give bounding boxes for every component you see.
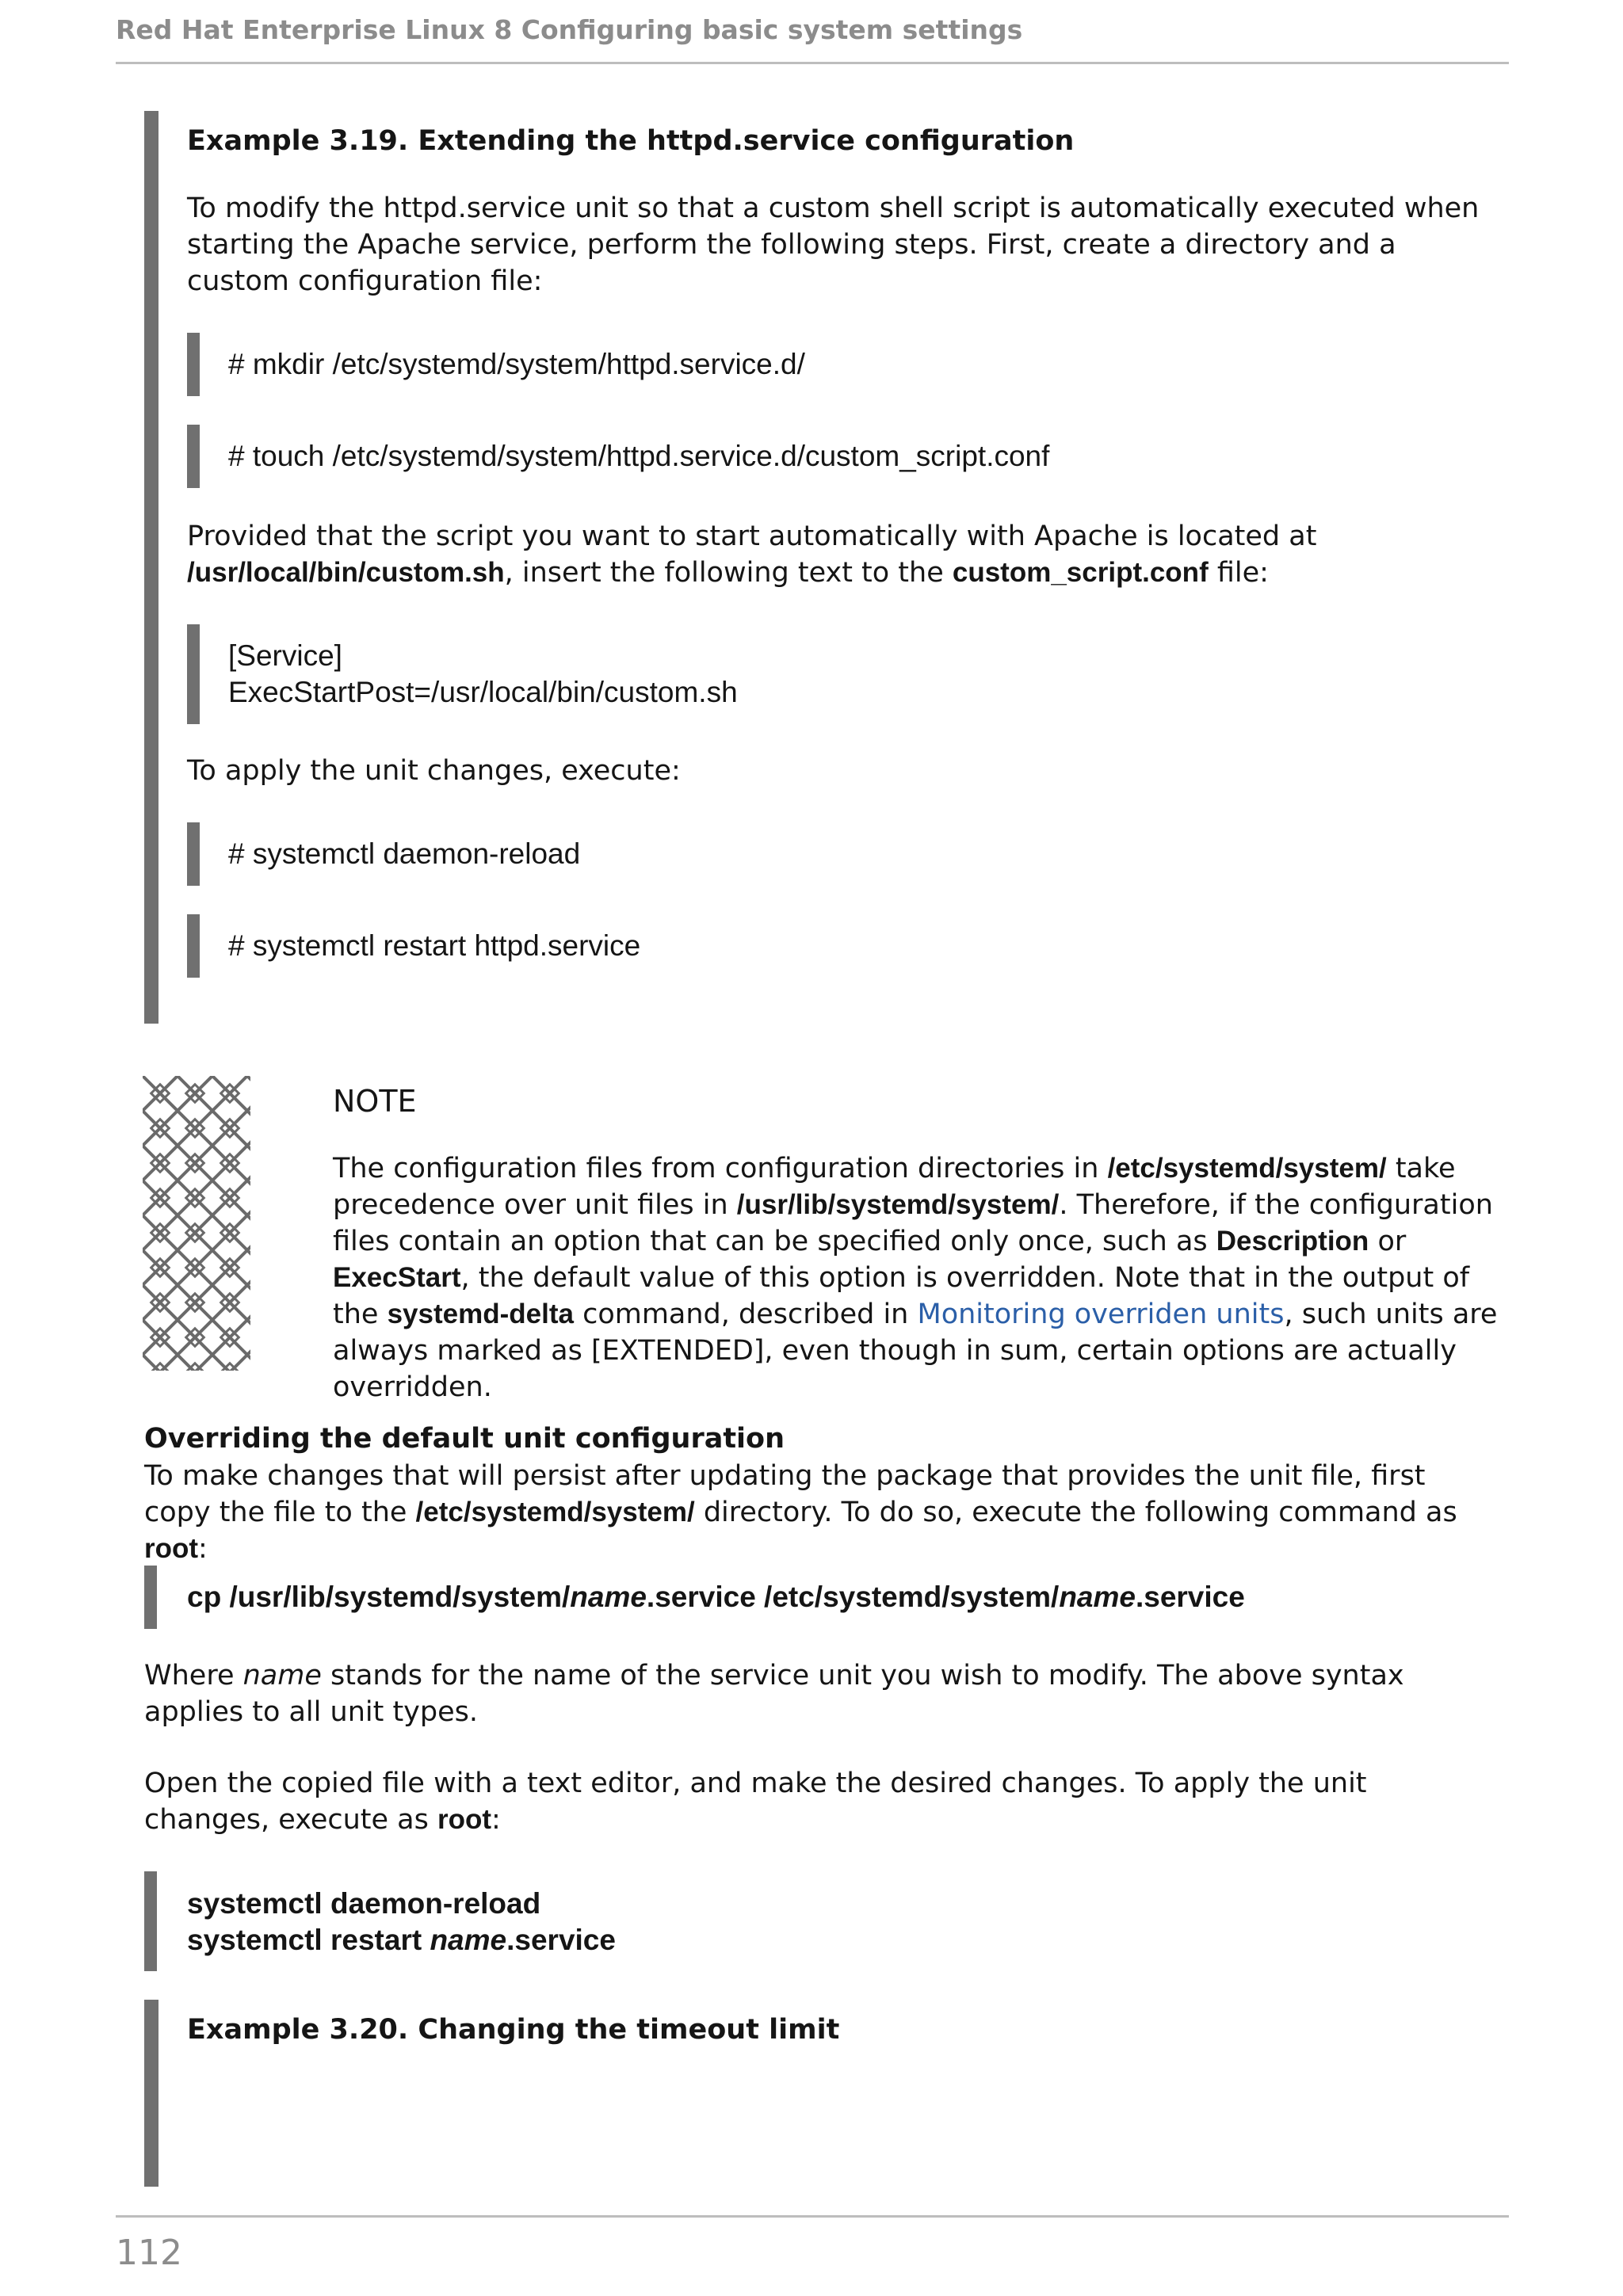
command-daemon-reload: # systemctl daemon-reload	[228, 837, 581, 870]
note-body: The configuration files from configuration directories in /etc/systemd/system/ take precedence over unit files in /usr/lib/systemd/system/. Therefore, if the configuration files contain an option that can be specified only once, such as Description or ExecStart, the default value of this option is overridden. Note that in the output of the systemd-delta command, described in Monitoring overriden units, such units are always marked as [EXTENDED], even though in sum, certain options are actually overridden.	[333, 1153, 1498, 1403]
code-sidebar	[187, 333, 200, 396]
code-sidebar	[187, 914, 200, 978]
command-restart-httpd: # systemctl restart httpd.service	[228, 929, 641, 962]
code-sidebar	[187, 624, 200, 724]
command-reload-restart: systemctl daemon-reload systemctl restart name.service	[187, 1887, 616, 1956]
header-rule	[116, 62, 1509, 64]
example-320-title: Example 3.20. Changing the timeout limit	[187, 2014, 840, 2046]
code-sidebar	[187, 822, 200, 886]
command-copy-unit: cp /usr/lib/systemd/system/name.service /etc/systemd/system/name.service	[187, 1581, 1245, 1613]
running-header: Red Hat Enterprise Linux 8 Configuring basic system settings	[116, 14, 1023, 45]
code-sidebar	[144, 1871, 157, 1971]
example-320-sidebar	[144, 2000, 158, 2187]
example-319-paragraph: Provided that the script you want to start automatically with Apache is located at /usr/local/bin/custom.sh, insert the following text to the custom_script.conf file:	[187, 521, 1317, 589]
code-sidebar	[187, 425, 200, 488]
code-service-config: [Service] ExecStartPost=/usr/local/bin/custom.sh	[228, 639, 738, 708]
script-path: /usr/local/bin/custom.sh	[187, 557, 505, 588]
monitoring-overriden-units-link[interactable]: Monitoring overriden units	[917, 1299, 1285, 1330]
note-pattern-icon	[143, 1076, 250, 1371]
command-mkdir: # mkdir /etc/systemd/system/httpd.service.d/	[228, 348, 805, 380]
footer-rule	[116, 2215, 1509, 2218]
command-touch: # touch /etc/systemd/system/httpd.service.d/custom_script.conf	[228, 440, 1050, 472]
overriding-intro: To make changes that will persist after updating the package that provides the unit file, first copy the file to the /etc/systemd/system/ directory. To do so, execute the following command as root:	[144, 1460, 1457, 1565]
note-heading: NOTE	[333, 1084, 417, 1119]
apply-instruction: To apply the unit changes, execute:	[187, 755, 681, 787]
page-number: 112	[116, 2233, 182, 2273]
code-sidebar	[144, 1566, 157, 1629]
example-319-intro: To modify the httpd.service unit so that a custom shell script is automatically executed when starting the Apache service, perform the following steps. First, create a directory and a custom configuration file:	[187, 193, 1480, 297]
example-319-title: Example 3.19. Extending the httpd.service configuration	[187, 125, 1075, 157]
example-319-sidebar	[144, 111, 158, 1024]
config-file-name: custom_script.conf	[952, 557, 1209, 588]
where-paragraph: Where name stands for the name of the service unit you wish to modify. The above syntax applies to all unit types.	[144, 1660, 1404, 1728]
section-heading-overriding: Overriding the default unit configuration	[144, 1423, 785, 1455]
open-paragraph: Open the copied file with a text editor, and make the desired changes. To apply the unit changes, execute as root:	[144, 1768, 1367, 1836]
